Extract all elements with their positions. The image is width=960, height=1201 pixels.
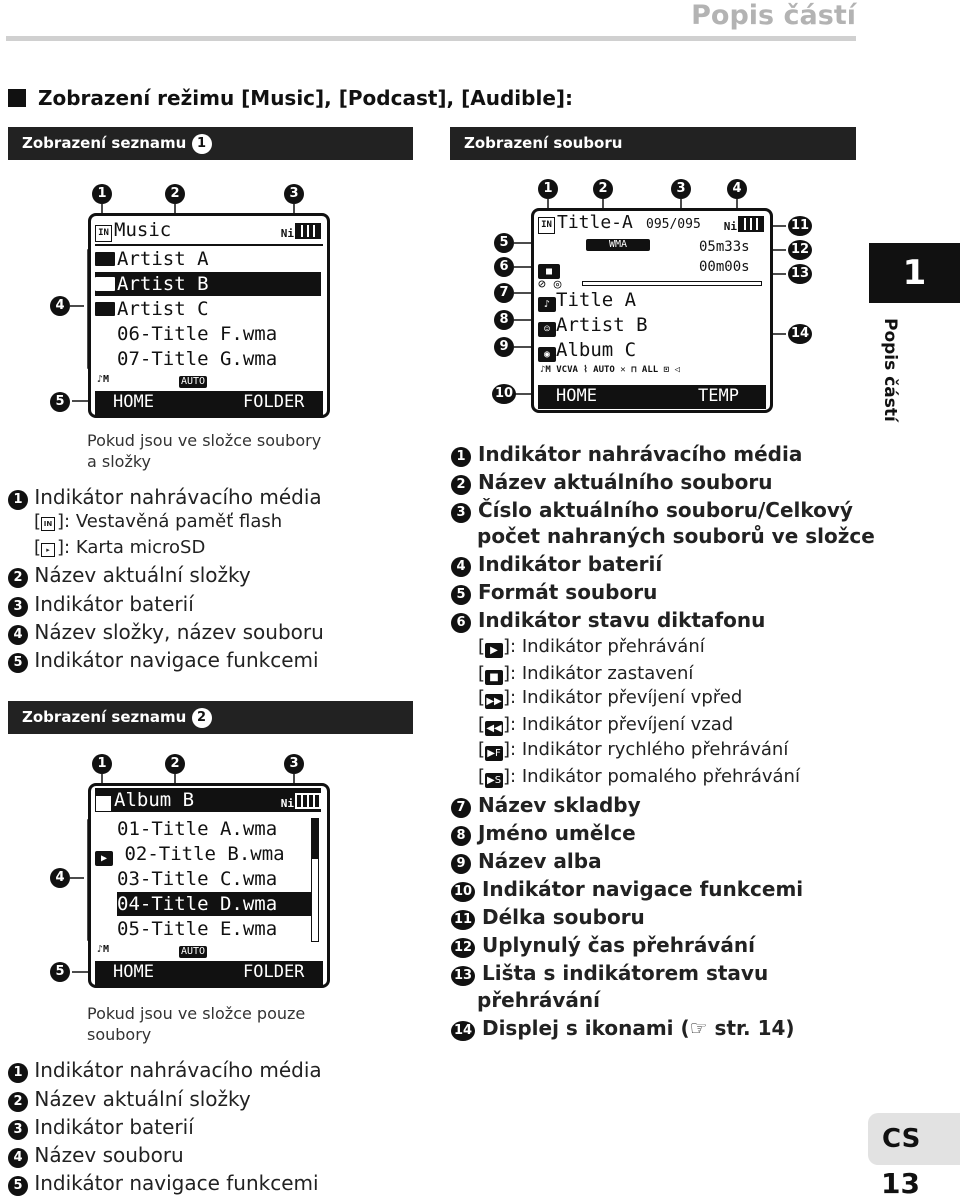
legend-number: 5 (8, 653, 28, 673)
legend-number: 6 (451, 613, 471, 633)
legend-number: 4 (8, 1148, 28, 1168)
note-line: Pokud jsou ve složce pouze (87, 1004, 306, 1023)
chapter-tab-label: Popis částí (880, 318, 900, 422)
callout-7: 7 (494, 283, 514, 303)
bar-number: 2 (192, 708, 212, 728)
legend-text: Název aktuálního souboru (477, 470, 773, 494)
chapter-tab: 1 (869, 243, 960, 303)
callout-1: 1 (92, 754, 112, 774)
legend-item (451, 468, 772, 496)
legend-text: Indikátor navigace funkcemi (481, 877, 804, 901)
legend-item (451, 875, 803, 903)
bar-label: Zobrazení souboru (464, 134, 623, 152)
folder-icon (95, 302, 115, 316)
fast-playback-icon: ▶F (485, 746, 503, 761)
legend-number: 2 (8, 1092, 28, 1112)
album-row (538, 338, 636, 362)
legend-number: 3 (8, 597, 28, 617)
status-item: [ ▶ ]: Indikátor přehrávání (478, 636, 705, 657)
rewind-icon: ◀◀ (486, 723, 502, 734)
status-item: [ ■ ]: Indikátor zastavení (478, 663, 694, 684)
bar-number: 1 (192, 134, 212, 154)
scrollbar-thumb[interactable] (312, 819, 318, 859)
legend-number: 7 (451, 798, 471, 818)
status-item: [◀◀]: Indikátor převíjení vzad (478, 714, 734, 735)
play-icon: ▶ (485, 643, 503, 658)
list-item[interactable] (95, 842, 285, 866)
legend-text: Název skladby (477, 793, 641, 817)
legend-number: 5 (451, 585, 471, 605)
function-nav-bar (95, 961, 323, 985)
folder-icon (95, 277, 115, 291)
legend-text: Název aktuální složky (34, 563, 251, 587)
screen-title-row (95, 218, 171, 242)
callout-3: 3 (284, 184, 304, 204)
legend-item (8, 1085, 251, 1113)
status-item: [ ▶F ]: Indikátor rychlého přehrávání (478, 739, 789, 760)
callout-12: 12 (788, 240, 812, 260)
lcd-screen-file (531, 208, 773, 413)
file-format-badge: WMA (586, 239, 650, 251)
legend-number: 2 (8, 568, 28, 588)
callout-3: 3 (284, 754, 304, 774)
legend-item (451, 959, 768, 987)
callout-4: 4 (727, 179, 747, 199)
list-item[interactable] (117, 867, 277, 891)
progress-row: ⊘ ◎ (538, 277, 562, 292)
battery-type: Ni (280, 797, 294, 810)
list-item-label: 07-Title G.wma (117, 348, 278, 370)
legend-number: 1 (8, 1063, 28, 1083)
person-icon: ☺ (538, 322, 556, 337)
status-item: [▶▶]: Indikátor převíjení vpřed (478, 687, 743, 708)
page-header-title: Popis částí (691, 0, 856, 31)
legend-text: Délka souboru (481, 905, 645, 929)
status-text: ]: Indikátor rychlého přehrávání (503, 739, 789, 760)
legend-text: Název aktuální složky (34, 1087, 251, 1111)
legend-text: Jméno umělce (477, 821, 636, 845)
list-item-label: 02-Title B.wma (124, 843, 285, 865)
auto-badge: AUTO (181, 376, 206, 387)
legend-number: 14 (451, 1021, 475, 1041)
callout-1: 1 (92, 184, 112, 204)
legend-number: 3 (8, 1120, 28, 1140)
legend-number: 1 (451, 447, 471, 467)
callout-4: 4 (50, 868, 70, 888)
status-text: ]: Indikátor zastavení (503, 663, 694, 684)
legend-text: Název složky, název souboru (34, 620, 324, 644)
language-badge: CS (868, 1113, 960, 1165)
status-item: [ ▶S ]: Indikátor pomalého přehrávání (478, 766, 800, 787)
list-item-label: 05-Title E.wma (117, 918, 278, 940)
list-item[interactable] (95, 297, 209, 321)
legend-number: 13 (451, 966, 475, 986)
legend-item-continued: přehrávání (477, 988, 600, 1012)
eq-mode-icon: ♪M (97, 374, 110, 385)
legend-text: Indikátor baterií (34, 1115, 194, 1139)
eq-mode-icon: ♪M (97, 944, 110, 955)
nav-folder-button[interactable]: FOLDER (243, 962, 305, 982)
page-number: 13 (881, 1167, 920, 1200)
legend-text: Indikátor baterií (34, 592, 194, 616)
function-nav-bar (95, 391, 323, 415)
callout-14: 14 (788, 324, 812, 344)
legend-number: 10 (451, 882, 475, 902)
legend-text: Indikátor navigace funkcemi (34, 1171, 319, 1195)
legend-text: Indikátor nahrávacího média (477, 442, 803, 466)
note-line: a složky (87, 452, 152, 471)
legend-item (8, 1056, 322, 1084)
battery-type: Ni (280, 227, 294, 240)
legend-subitem-text: ]: Vestavěná paměť flash (57, 511, 283, 532)
list-item-label: Artist B (117, 273, 209, 295)
legend-item-continued: počet nahraných souborů ve složce (477, 524, 875, 548)
list-item-label: 04-Title D.wma (117, 893, 278, 915)
legend-number: 8 (451, 826, 471, 846)
legend-number: 4 (8, 625, 28, 645)
legend-number: 11 (451, 910, 475, 930)
progress-bar (582, 281, 762, 286)
legend-subitem-text: ]: Karta microSD (57, 537, 206, 558)
icon-display-row: ♪M VCVA ⌇ AUTO ✕ ⊓ ALL ⊡ ◁ (540, 365, 680, 375)
legend-item (8, 483, 322, 511)
legend-number: 2 (451, 475, 471, 495)
callout-8: 8 (494, 310, 514, 330)
artist-name: Artist B (556, 314, 648, 336)
lcd-screen-list-2 (88, 783, 330, 988)
status-text: ]: Indikátor přehrávání (503, 636, 705, 657)
folder-title: Album B (114, 789, 195, 811)
list-item-selected[interactable] (95, 272, 321, 296)
bar-label: Zobrazení seznamu (22, 708, 187, 726)
flash-memory-icon: IN (538, 217, 555, 234)
flash-memory-icon: IN (95, 795, 112, 812)
note-line: soubory (87, 1025, 152, 1044)
legend-text: Číslo aktuálního souboru/Celkový (477, 498, 853, 522)
nav-folder-button[interactable]: FOLDER (243, 392, 305, 412)
auto-badge: AUTO (181, 946, 206, 957)
legend-item (8, 618, 324, 646)
legend-number: 4 (451, 557, 471, 577)
legend-item (451, 440, 802, 468)
battery-icon (281, 223, 321, 240)
legend-number: 12 (451, 938, 475, 958)
callout-9: 9 (494, 337, 514, 357)
list-2-note (87, 1003, 305, 1045)
file-counter: 095/095 (646, 217, 701, 232)
section-heading-text: Zobrazení režimu [Music], [Podcast], [Audible]: (38, 86, 574, 110)
callout-1: 1 (538, 179, 558, 199)
bar-label: Zobrazení seznamu (22, 134, 187, 152)
list-item-label: Artist C (117, 298, 209, 320)
callout-5: 5 (494, 233, 514, 253)
legend-item (451, 1014, 795, 1042)
legend-text: Název souboru (34, 1143, 184, 1167)
screen-title-row (538, 211, 633, 235)
list-item[interactable] (117, 347, 277, 371)
function-nav-bar (538, 385, 766, 409)
legend-text: Název alba (477, 849, 602, 873)
battery-icon (281, 793, 321, 810)
nav-temp-button[interactable]: TEMP (698, 386, 739, 406)
legend-item (451, 578, 657, 606)
callout-6: 6 (494, 257, 514, 277)
screen-divider (95, 244, 323, 246)
legend-item (451, 496, 853, 524)
callout-2: 2 (593, 179, 613, 199)
legend-text: Lišta s indikátorem stavu (481, 961, 769, 985)
legend-item (451, 903, 645, 931)
legend-number: 5 (8, 1176, 28, 1196)
legend-item (8, 646, 319, 674)
legend-text: Indikátor baterií (477, 552, 663, 576)
legend-text: Indikátor nahrávacího média (34, 1058, 322, 1082)
legend-item (8, 1141, 184, 1169)
slow-playback-icon: ▶S (487, 775, 502, 786)
track-row (538, 288, 636, 312)
track-name: Title A (556, 289, 637, 311)
legend-number: 9 (451, 854, 471, 874)
file-length: 05m33s (699, 239, 750, 255)
legend-item (8, 1169, 319, 1197)
callout-2: 2 (165, 754, 185, 774)
legend-subitem: [ IN ]: Vestavěná paměť flash (34, 511, 283, 532)
legend-item (451, 819, 636, 847)
list-item[interactable] (117, 322, 277, 346)
status-text: ]: Indikátor převíjení vzad (503, 714, 734, 735)
legend-item (451, 931, 755, 959)
list-item[interactable] (95, 247, 209, 271)
callout-3: 3 (671, 179, 691, 199)
list-item-label: Artist A (117, 248, 209, 270)
flash-memory-icon: IN (41, 517, 55, 531)
callout-10: 10 (492, 384, 516, 404)
stop-icon: ■ (538, 264, 560, 279)
legend-number: 3 (451, 503, 471, 523)
battery-type: Ni (723, 220, 737, 233)
flash-memory-icon: IN (95, 225, 112, 242)
status-text: ]: Indikátor pomalého přehrávání (503, 766, 800, 787)
music-note-icon: ♪ (538, 297, 556, 312)
nav-home-button[interactable]: HOME (113, 962, 154, 982)
legend-text: Uplynulý čas přehrávání (481, 933, 755, 957)
legend-number: 1 (8, 490, 28, 510)
legend-text: Indikátor stavu diktafonu (477, 608, 766, 632)
legend-text: Indikátor navigace funkcemi (34, 648, 319, 672)
fast-forward-icon: ▶▶ (486, 696, 502, 707)
nav-home-button[interactable]: HOME (556, 386, 597, 406)
list-1-note (87, 430, 321, 472)
scrollbar[interactable] (311, 818, 319, 942)
legend-item (451, 550, 662, 578)
legend-item (8, 1113, 194, 1141)
list-item[interactable] (117, 817, 277, 841)
elapsed-time: 00m00s (699, 259, 750, 275)
battery-icon (724, 216, 764, 233)
file-title: Title-A (557, 212, 633, 233)
list-item-label: 06-Title F.wma (117, 323, 278, 345)
legend-subitem: [ ▸ ]: Karta microSD (34, 537, 206, 558)
nav-home-button[interactable]: HOME (113, 392, 154, 412)
artist-row (538, 313, 648, 337)
legend-item (451, 606, 765, 634)
folder-title: Music (114, 219, 172, 241)
callout-11: 11 (788, 216, 812, 236)
callout-4: 4 (50, 296, 70, 316)
stop-icon: ■ (485, 670, 503, 685)
legend-item (8, 590, 194, 618)
callout-2: 2 (165, 184, 185, 204)
legend-text: Indikátor nahrávacího média (34, 485, 322, 509)
album-name: Album C (556, 339, 637, 361)
lcd-screen-list-1 (88, 213, 330, 418)
disc-icon: ◉ (538, 347, 556, 362)
play-icon: ▶ (95, 851, 113, 866)
folder-icon (95, 252, 115, 266)
callout-5: 5 (50, 962, 70, 982)
legend-text: Displej s ikonami (☞ str. 14) (481, 1016, 795, 1040)
legend-item (8, 561, 251, 589)
list-item-label: 03-Title C.wma (117, 868, 278, 890)
list-item-selected[interactable] (117, 892, 311, 916)
legend-text: Formát souboru (477, 580, 658, 604)
callout-5: 5 (50, 392, 70, 412)
legend-item (451, 847, 602, 875)
list-item-label: 01-Title A.wma (117, 818, 278, 840)
sd-card-icon: ▸ (41, 543, 55, 557)
callout-13: 13 (788, 264, 812, 284)
note-line: Pokud jsou ve složce soubory (87, 431, 322, 450)
legend-item (451, 791, 641, 819)
list-item[interactable] (117, 917, 277, 941)
status-text: ]: Indikátor převíjení vpřed (503, 687, 743, 708)
